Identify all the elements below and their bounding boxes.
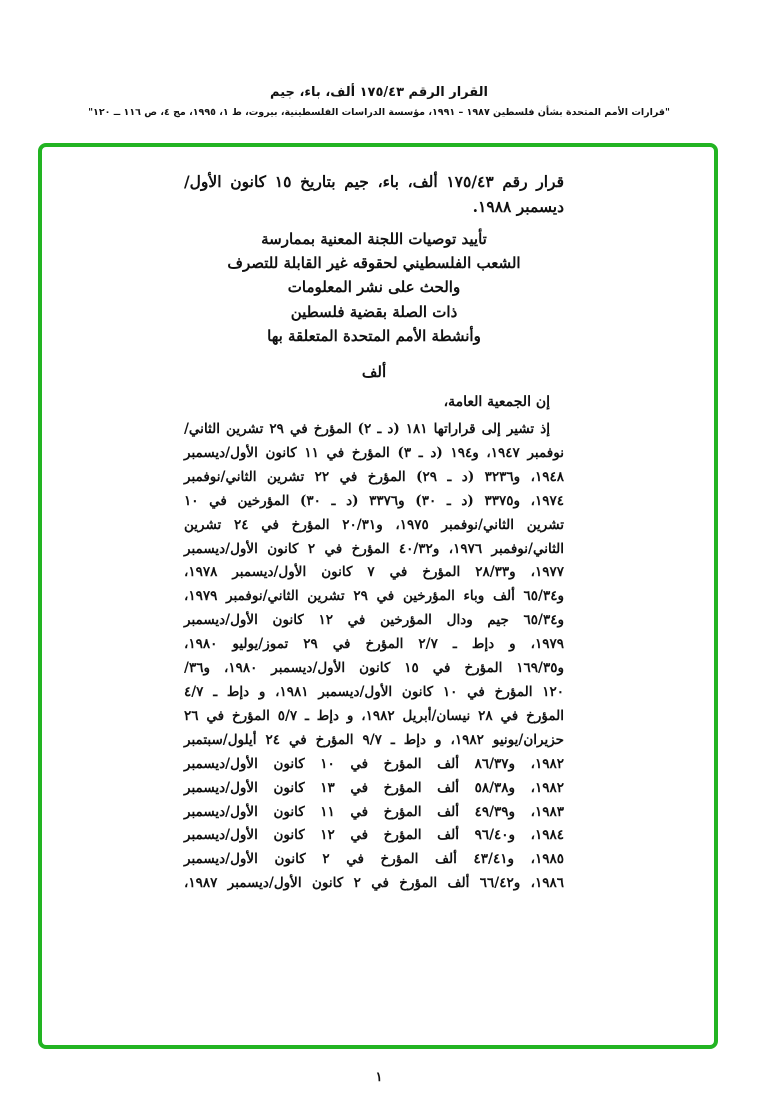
body-line: حزيران/يونيو ١٩٨٢، و دإط ـ ٩/٧ المؤرخ في ٢٤ أيلول/سبتمبر — [184, 731, 564, 748]
body-line: و٦٥/٣٤ ألف وباء المؤرخين في ٢٩ تشرين الثاني/نوفمبر ١٩٧٩، — [184, 588, 565, 605]
resolution-heading — [184, 169, 564, 219]
resolution-heading-line: ديسمبر ١٩٨٨. — [472, 197, 564, 216]
assembly-intro: إن الجمعية العامة، — [443, 394, 550, 411]
body-line: و١٦٩/٣٥ المؤرخ في ١٥ كانون الأول/ديسمبر ١٩٨٠، و٣٦/ — [184, 660, 565, 677]
resolution-subtitle — [184, 227, 564, 348]
subtitle-line: ذات الصلة بقضية فلسطين — [290, 302, 458, 321]
resolution-heading-line: قرار رقم ١٧٥/٤٣ ألف، باء، جيم بتاريخ ١٥ كانون الأول/ — [184, 172, 564, 191]
body-line: ١٩٨٦، و٦٦/٤٢ ألف المؤرخ في ٢ كانون الأول/ديسمبر ١٩٨٧، — [184, 875, 564, 892]
body-line: ١٩٧٧، و٢٨/٣٣ المؤرخ في ٧ كانون الأول/ديسمبر ١٩٧٨، — [184, 564, 565, 581]
body-line: ١٩٨٢، و٨٦/٣٧ ألف المؤرخ في ١٠ كانون الأول/ديسمبر — [184, 755, 564, 772]
body-line: نوفمبر ١٩٤٧، و١٩٤ (د ـ ٣) المؤرخ في ١١ كانون الأول/ديسمبر — [184, 444, 564, 461]
body-line: ١٩٨٥، و٤٣/٤١ ألف المؤرخ في ٢ كانون الأول/ديسمبر — [184, 851, 564, 868]
body-line: الثاني/نوفمبر ١٩٧٦، و٤٠/٣٢ المؤرخ في ٢ كانون الأول/ديسمبر — [184, 540, 565, 557]
body-line: إذ تشير إلى قراراتها ١٨١ (د ـ ٢) المؤرخ في ٢٩ تشرين الثاني/ — [184, 421, 550, 438]
body-line: ١٩٤٨، و٣٢٣٦ (د ـ ٢٩) المؤرخ في ٢٢ تشرين الثاني/نوفمبر — [184, 468, 565, 485]
body-line: ١٩٧٤، و٣٣٧٥ (د ـ ٣٠) و٣٣٧٦ (د ـ ٣٠) المؤرخين في ١٠ — [184, 492, 564, 509]
body-line: و٦٥/٣٤ جيم ودال المؤرخين في ١٢ كانون الأول/ديسمبر — [184, 612, 565, 629]
body-line: ١٩٨٣، و٤٩/٣٩ ألف المؤرخ في ١١ كانون الأول/ديسمبر — [184, 803, 564, 820]
body-line: ١٢٠ المؤرخ في ١٠ كانون الأول/ديسمبر ١٩٨١، و دإط ـ ٤/٧ — [184, 683, 565, 700]
body-line: المؤرخ في ٢٨ نيسان/أبريل ١٩٨٢، و دإط ـ ٥/٧ المؤرخ في ٢٦ — [184, 707, 564, 724]
body-line: ١٩٨٢، و٥٨/٣٨ ألف المؤرخ في ١٣ كانون الأول/ديسمبر — [184, 779, 564, 796]
source-citation: "قرارات الأمم المتحدة بشأن فلسطين ١٩٨٧ – ١٩٩١، مؤسسة الدراسات الفلسطينية، بيروت، ط ١، ١٩٩٥، مج ٤، ص ١١٦ ــ ١٢٠" — [88, 107, 670, 118]
subtitle-line: الشعب الفلسطيني لحقوقه غير القابلة للتصرف — [227, 254, 521, 273]
subtitle-line: والحث على نشر المعلومات — [287, 278, 461, 297]
body-text — [184, 418, 564, 896]
resolution-content — [184, 169, 564, 896]
body-line: تشرين الثاني/نوفمبر ١٩٧٥، و٢٠/٣١ المؤرخ في ٢٤ تشرين — [184, 516, 565, 533]
page-number: ١ — [375, 1070, 383, 1085]
body-line: ١٩٨٤، و٩٦/٤٠ ألف المؤرخ في ١٢ كانون الأول/ديسمبر — [184, 827, 564, 844]
highlight-frame — [38, 143, 718, 1049]
section-label: ألف — [361, 363, 387, 382]
body-line: ١٩٧٩، و دإط ـ ٢/٧ المؤرخ في ٢٩ تموز/يوليو ١٩٨٠، — [184, 636, 564, 653]
subtitle-line: وأنشطة الأمم المتحدة المتعلقة بها — [267, 326, 481, 345]
document-title: القرار الرقم ١٧٥/٤٣ ألف، باء، جيم — [270, 85, 488, 100]
subtitle-line: تأييد توصيات اللجنة المعنية بممارسة — [261, 230, 487, 248]
